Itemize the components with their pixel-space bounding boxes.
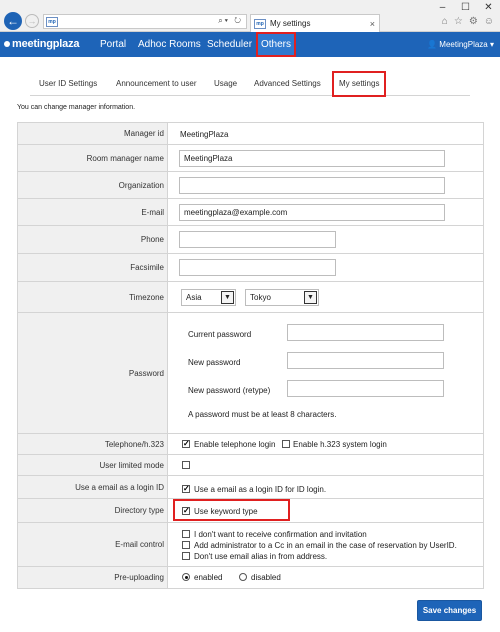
label-user-limited: User limited mode [18,455,168,475]
row-facsimile [18,254,483,282]
highlight-box [173,499,290,521]
app-navbar [0,32,500,57]
h323-login-checkbox[interactable] [282,440,290,448]
label-password: Password [18,313,168,433]
label-telephone: Telephone/h.323 [18,434,168,454]
favorites-icon[interactable]: ☆ [453,16,463,27]
home-icon[interactable]: ⌂ [441,16,448,27]
label-pre-uploading: Pre-uploading [18,567,168,588]
no-alias-checkbox[interactable] [182,552,190,560]
logo-icon [4,41,10,47]
user-icon: 👤 [427,40,438,49]
row-manager-id [18,123,483,145]
manager-id-value: MeetingPlaza [180,130,229,139]
current-password-field[interactable] [287,324,444,341]
retype-password-label: New password (retype) [188,386,271,395]
browser-toolbar [442,16,494,27]
telephone-login-checkbox[interactable]: ✓ [183,439,190,448]
feedback-icon[interactable]: ☺ [483,16,494,27]
meetingplaza-logo[interactable] [4,38,79,50]
email-login-option: Use a email as a login ID for ID login. [194,485,327,494]
label-directory-type: Directory type [18,499,168,522]
label-organization: Organization [18,172,168,198]
tab-usage[interactable]: Usage [214,79,238,88]
user-menu[interactable] [427,32,494,57]
row-email-control [18,523,483,567]
favicon-icon: mp [46,17,58,27]
tab-close-icon[interactable]: × [369,18,375,29]
organization-field[interactable] [179,177,445,194]
timezone-region-select[interactable] [181,289,236,306]
telephone-login-label: Enable telephone login [194,440,276,449]
row-password [18,313,483,434]
window-controls [431,0,500,14]
back-button[interactable]: ← [4,12,22,30]
save-changes-button[interactable]: Save changes [417,600,482,621]
tab-my-settings[interactable]: My settings [332,71,386,97]
row-user-limited [18,455,483,476]
logo-text: meetingplaza [12,38,80,50]
retype-password-field[interactable] [287,380,444,397]
nav-others[interactable]: Others [256,32,296,57]
disabled-label: disabled [251,573,281,582]
close-icon[interactable]: ✕ [484,1,493,13]
row-organization [18,172,483,199]
forward-button[interactable]: → [25,14,39,28]
new-tab-button[interactable] [381,16,397,30]
row-directory-type [18,499,483,523]
label-timezone: Timezone [18,282,168,312]
new-password-field[interactable] [287,352,444,369]
room-manager-name-field[interactable] [179,150,445,167]
enabled-label: enabled [194,573,223,582]
label-email: E-mail [18,199,168,225]
current-password-label: Current password [188,330,252,339]
settings-subtabs [30,72,470,96]
no-alias-label: Don't use email alias in from address. [194,552,328,561]
keyword-type-checkbox[interactable]: ✓ [183,506,190,515]
label-facsimile: Facsimile [18,254,168,281]
email-login-checkbox[interactable]: ✓ [183,484,190,493]
row-room-manager-name [18,145,483,172]
settings-form [17,122,484,589]
settings-gear-icon[interactable]: ⚙ [468,16,478,27]
row-telephone [18,434,483,455]
timezone-region-value: Asia [186,293,202,302]
label-manager-id: Manager id [18,123,168,144]
tab-favicon-icon: mp [254,19,266,29]
intro-text: You can change manager information. [17,104,136,111]
label-email-login: Use a email as a login ID [18,476,168,498]
address-bar[interactable] [43,14,247,29]
email-field[interactable] [179,204,445,221]
label-email-control: E-mail control [18,523,168,566]
tab-title: My settings [270,19,311,28]
user-name: MeetingPlaza ▾ [439,40,494,49]
add-admin-cc-checkbox[interactable] [182,541,190,549]
new-password-label: New password [188,358,241,367]
nav-portal[interactable]: Portal [100,39,127,50]
nav-adhoc-rooms[interactable]: Adhoc Rooms [138,39,201,50]
tab-advanced-settings[interactable]: Advanced Settings [254,79,321,88]
row-email [18,199,483,226]
no-confirmation-label: I don't want to receive confirmation and invitation [194,530,367,539]
user-limited-checkbox[interactable] [182,461,190,469]
row-timezone [18,282,483,313]
phone-field[interactable] [179,231,336,248]
timezone-city-select[interactable] [245,289,319,306]
browser-tab[interactable] [250,14,380,32]
label-phone: Phone [18,226,168,253]
keyword-type-label: Use keyword type [194,507,258,516]
tab-announcement[interactable]: Announcement to user [116,79,197,88]
no-confirmation-checkbox[interactable] [182,530,190,538]
enabled-radio[interactable] [182,573,190,581]
password-hint: A password must be at least 8 characters. [188,410,337,419]
h323-login-label: Enable h.323 system login [293,440,387,449]
maximize-icon[interactable]: ☐ [461,1,470,13]
facsimile-field[interactable] [179,259,336,276]
nav-scheduler[interactable]: Scheduler [207,39,253,50]
browser-chrome [0,0,500,32]
chevron-down-icon: ▼ [221,291,234,304]
search-refresh-icon[interactable]: ⌕▾ ↻ [218,16,243,25]
label-room-manager-name: Room manager name [18,145,168,171]
row-phone [18,226,483,254]
tab-user-id-settings[interactable]: User ID Settings [39,79,98,88]
timezone-city-value: Tokyo [250,293,271,302]
chevron-down-icon: ▼ [304,291,317,304]
minimize-icon[interactable]: – [439,1,446,13]
row-email-login [18,476,483,499]
row-pre-uploading [18,567,483,588]
disabled-radio[interactable] [239,573,247,581]
add-admin-cc-label: Add administrator to a Cc in an email in the case of reservation by UserID. [194,541,457,550]
